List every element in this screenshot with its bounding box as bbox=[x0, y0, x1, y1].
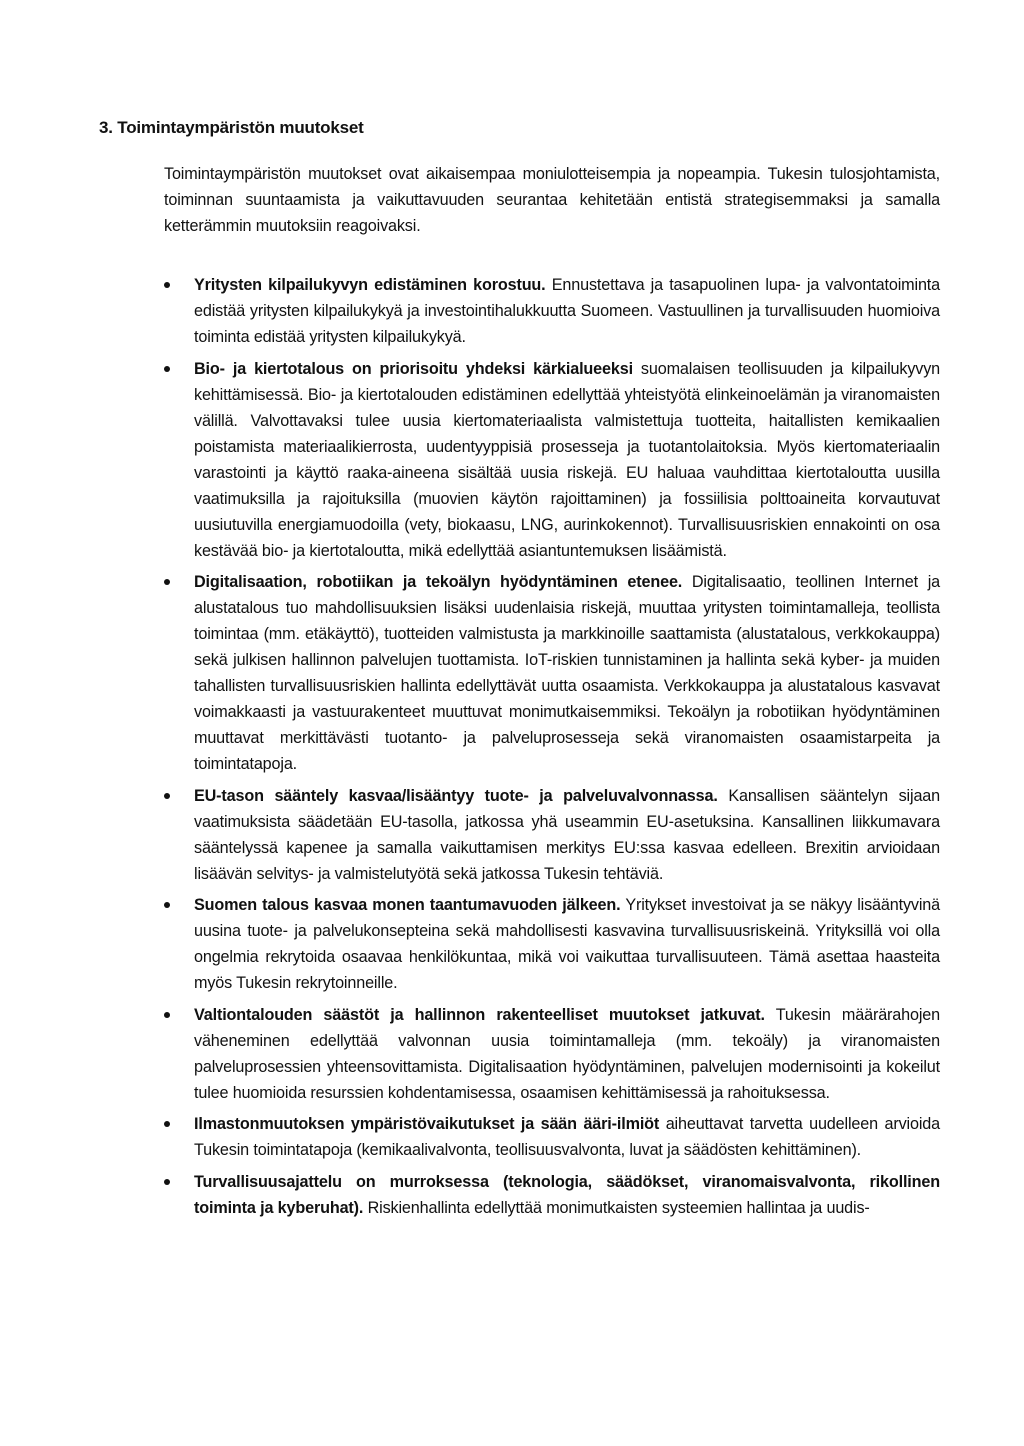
bullet-lead: Digitalisaation, robotiikan ja tekoälyn hyödyntäminen etenee. bbox=[194, 573, 683, 591]
bullet-text: Digitalisaatio, teollinen Internet ja alustatalous tuo mahdollisuuksien lisäksi uudenlaisia riskejä, muuttaa yritysten toimintamalleja, teollista toimintaa (mm. etäkäyttö), tuotteiden valmistusta ja markkinoille saattamista (alustatalous, verkkokauppa) sekä julkisen hallinnon palvelujen tuottamista. IoT-riskien tunnistaminen ja hallinta sekä kyber- ja muiden tahallisten turvallisuusriskien hallinta edellyttävät uutta osaamista. Verkkokauppa ja alustatalous kasvavat voimakkaasti ja vastuurakenteet muuttuvat monimutkaisemmiksi. Tekoälyn ja robotiikan hyödyntäminen muuttavat merkittävästi tuotanto- ja palveluprosesseja sekä viranomaisten osaamistarpeita ja toimintatapoja. bbox=[194, 573, 940, 773]
bullet-icon bbox=[164, 902, 170, 908]
bullet-icon bbox=[164, 1179, 170, 1185]
bullet-text: aiheuttavat tarvetta uudelleen arvioida Tukesin toimintatapoja (kemikaalivalvonta, teollisuusvalvonta, luvat ja säädösten kehittäminen). bbox=[194, 1115, 940, 1159]
bullet-lead: Turvallisuusajattelu on murroksessa (teknologia, säädökset, viranomaisvalvonta, rikollinen toiminta ja kyberuhat). bbox=[194, 1172, 940, 1217]
bullet-text: Tukesin määrärahojen väheneminen edellyttää valvonnan uusia toimintamalleja (mm. tekoäly) ja viranomaisten palveluprosessien yhteensovittamista. Digitalisaation hyödyntäminen, palvelujen modernisointi ja kokeilut tulee huomioida resurssien kohdentamisessa, osaamisen kehittämisessä ja rahoituksessa. bbox=[194, 1005, 941, 1102]
bullet-lead: Yritysten kilpailukyvyn edistäminen korostuu. bbox=[194, 276, 546, 294]
bullet-icon bbox=[164, 282, 170, 288]
bullet-icon bbox=[164, 366, 170, 372]
bullet-text: Kansallisen sääntelyn sijaan vaatimuksista säädetään EU-tasolla, jatkossa yhä useammin EU-asetuksina. Kansallinen liikkumavara sääntelyssä kapenee ja samalla vaikuttamisen merkitys EU:ssa kasvaa edelleen. Brexitin arvioidaan lisäävän selvitys- ja valmistelutyötä sekä jatkossa Tukesin tehtäviä. bbox=[194, 786, 940, 883]
bullet-lead: Bio- ja kiertotalous on priorisoitu yhdeksi kärkialueeksi bbox=[194, 359, 633, 378]
bullet-lead: EU-tason sääntely kasvaa/lisääntyy tuote- ja palveluvalvonnassa. bbox=[194, 786, 718, 805]
section-heading: 3. Toimintaympäristön muutokset bbox=[99, 118, 364, 137]
bullet-lead: Suomen talous kasvaa monen taantumavuoden jälkeen. bbox=[194, 896, 621, 914]
bullet-lead: Ilmastonmuutoksen ympäristövaikutukset ja sään ääri-ilmiöt bbox=[194, 1115, 660, 1133]
bullet-item bbox=[164, 1002, 940, 1106]
bullet-list bbox=[164, 272, 940, 1226]
bullet-item bbox=[164, 569, 940, 777]
bullet-text: suomalaisen teollisuuden ja kilpailukyvyn kehittämisessä. Bio- ja kiertotalouden edistäminen edellyttää yhteistyötä elinkeinoelämän ja viranomaisten välillä. Valvottavaksi tulee uusia kiertomateriaalista valmistettuja tuotteita, haitallisten kemikaalien poistamista materiaalikierrosta, uudentyyppisiä prosesseja ja tuotantolaitoksia. Myös kiertomateriaalin varastointi ja käyttö raaka-aineena sisältää uusia riskejä. EU haluaa vauhdittaa kiertotaloutta uusilla vaatimuksilla ja rajoituksilla (muovien käytön rajoittaminen) ja fossiilisia polttoaineita korvautuvat uusiutuvilla energiamuodoilla (vety, biokaasu, LNG, aurinkokennot). Turvallisuusriskien ennakointi on osa kestävää bio- ja kiertotaloutta, mikä edellyttää asiantuntemuksen lisäämistä. bbox=[194, 359, 940, 560]
bullet-item bbox=[164, 1111, 940, 1163]
bullet-item bbox=[164, 892, 940, 996]
bullet-icon bbox=[164, 1012, 170, 1018]
bullet-text: Ennustettava ja tasapuolinen lupa- ja valvontatoiminta edistää yritysten kilpailukykyä ja investointihalukkuutta Suomeen. Vastuullinen ja turvallisuuden huomioiva toiminta edistää yritysten kilpailukykyä. bbox=[194, 276, 941, 346]
bullet-lead: Valtiontalouden säästöt ja hallinnon rakenteelliset muutokset jatkuvat. bbox=[194, 1005, 765, 1024]
bullet-icon bbox=[164, 579, 170, 585]
bullet-text: Yritykset investoivat ja se näkyy lisääntyvinä uusina tuote- ja palvelukonsepteina sekä mahdollisesti kasvavina turvallisuusriskeinä. Yrityksillä voi olla ongelmia rekrytoida osaavaa henkilökuntaa, mikä voi vaikuttaa turvallisuuteen. Tämä asettaa haasteita myös Tukesin rekrytoinneille. bbox=[194, 896, 941, 992]
bullet-icon bbox=[164, 1121, 170, 1127]
bullet-item bbox=[164, 1169, 940, 1221]
bullet-item bbox=[164, 272, 940, 350]
bullet-text: Riskienhallinta edellyttää monimutkaisten systeemien hallintaa ja uudis- bbox=[363, 1198, 870, 1217]
bullet-item bbox=[164, 783, 940, 887]
intro-paragraph: Toimintaympäristön muutokset ovat aikaisempaa moniulotteisempia ja nopeampia. Tukesin tulosjohtamista, toiminnan suuntaamista ja vaikuttavuuden seurantaa kehitetään entistä strategisemmaksi ja samalla ketterämmin muutoksiin reagoivaksi. bbox=[164, 165, 940, 235]
bullet-item bbox=[164, 356, 940, 564]
bullet-icon bbox=[164, 793, 170, 799]
